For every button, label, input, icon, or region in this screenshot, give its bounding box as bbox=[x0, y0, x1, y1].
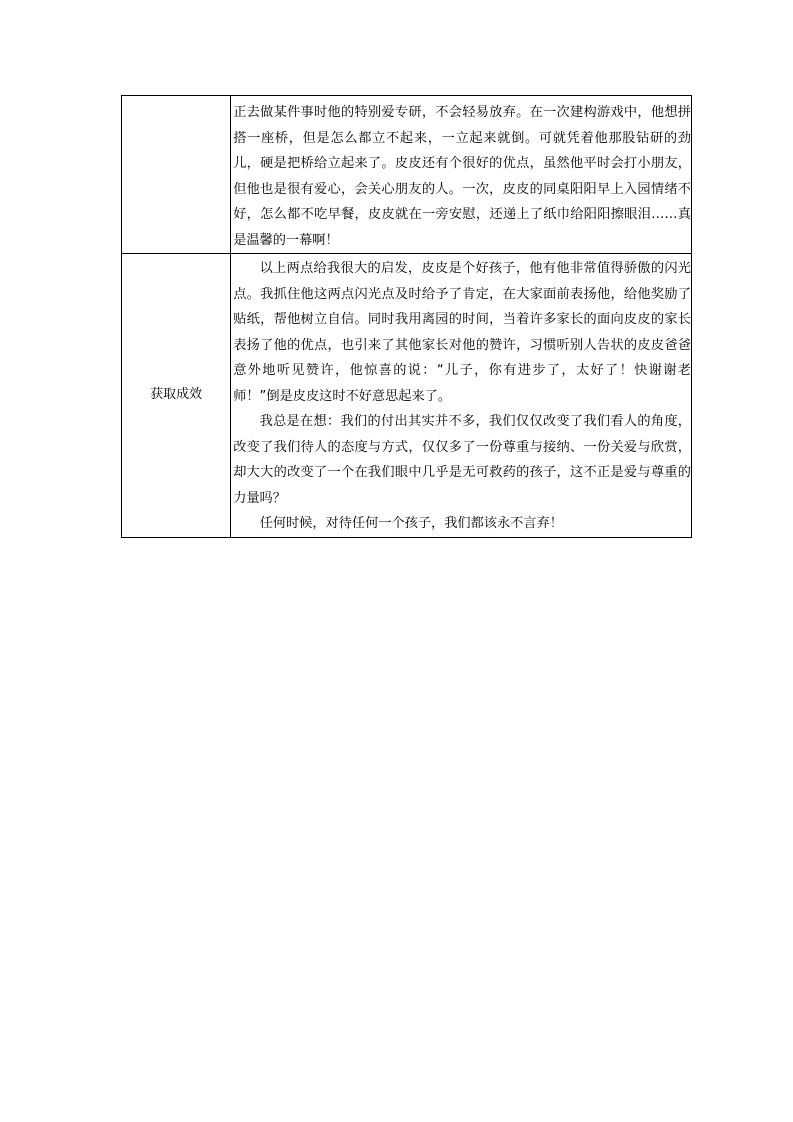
row-content-cell bbox=[231, 254, 692, 538]
table-row bbox=[122, 254, 692, 538]
content-paragraph: 以上两点给我很大的启发，皮皮是个好孩子，他有他非常值得骄傲的闪光点。我抓住他这两点闪光点及时给予了肯定，在大家面前表扬他，给他奖励了贴纸，帮他树立自信。同时我用离园的时间，当着许多家长的面向皮皮的家长表扬了他的优点，也引来了其他家长对他的赞许，习惯听别人告状的皮皮爸爸意外地听见赞许，他惊喜的说：“儿子，你有进步了，太好了！快谢谢老师！”倒是皮皮这时不好意思起来了。 bbox=[233, 261, 691, 404]
row-content-cell bbox=[231, 96, 692, 254]
content-paragraph: 我总是在想：我们的付出其实并不多，我们仅仅改变了我们看人的角度，改变了我们待人的态度与方式，仅仅多了一份尊重与接纳、一份关爱与欣赏，却大大的改变了一个在我们眼中几乎是无可救药的孩子，这不正是爱与尊重的力量吗？ bbox=[233, 414, 691, 506]
row-label-cell: 获取成效 bbox=[122, 254, 231, 538]
content-paragraph: 正去做某件事时他的特别爱专研，不会轻易放弃。在一次建构游戏中，他想拼搭一座桥，但是怎么都立不起来，一立起来就倒。可就凭着他那股钻研的劲儿，硬是把桥给立起来了。皮皮还有个很好的优点，虽然他平时会打小朋友，但他也是很有爱心，会关心朋友的人。一次，皮皮的同桌阳阳早上入园情绪不好，怎么都不吃早餐，皮皮就在一旁安慰，还递上了纸巾给阳阳擦眼泪……真是温馨的一幕啊！ bbox=[233, 105, 691, 248]
row-label-cell bbox=[122, 96, 231, 254]
table-row bbox=[122, 96, 692, 254]
content-paragraph: 任何时候，对待任何一个孩子，我们都该永不言弃！ bbox=[259, 516, 563, 531]
document-table bbox=[121, 95, 692, 538]
